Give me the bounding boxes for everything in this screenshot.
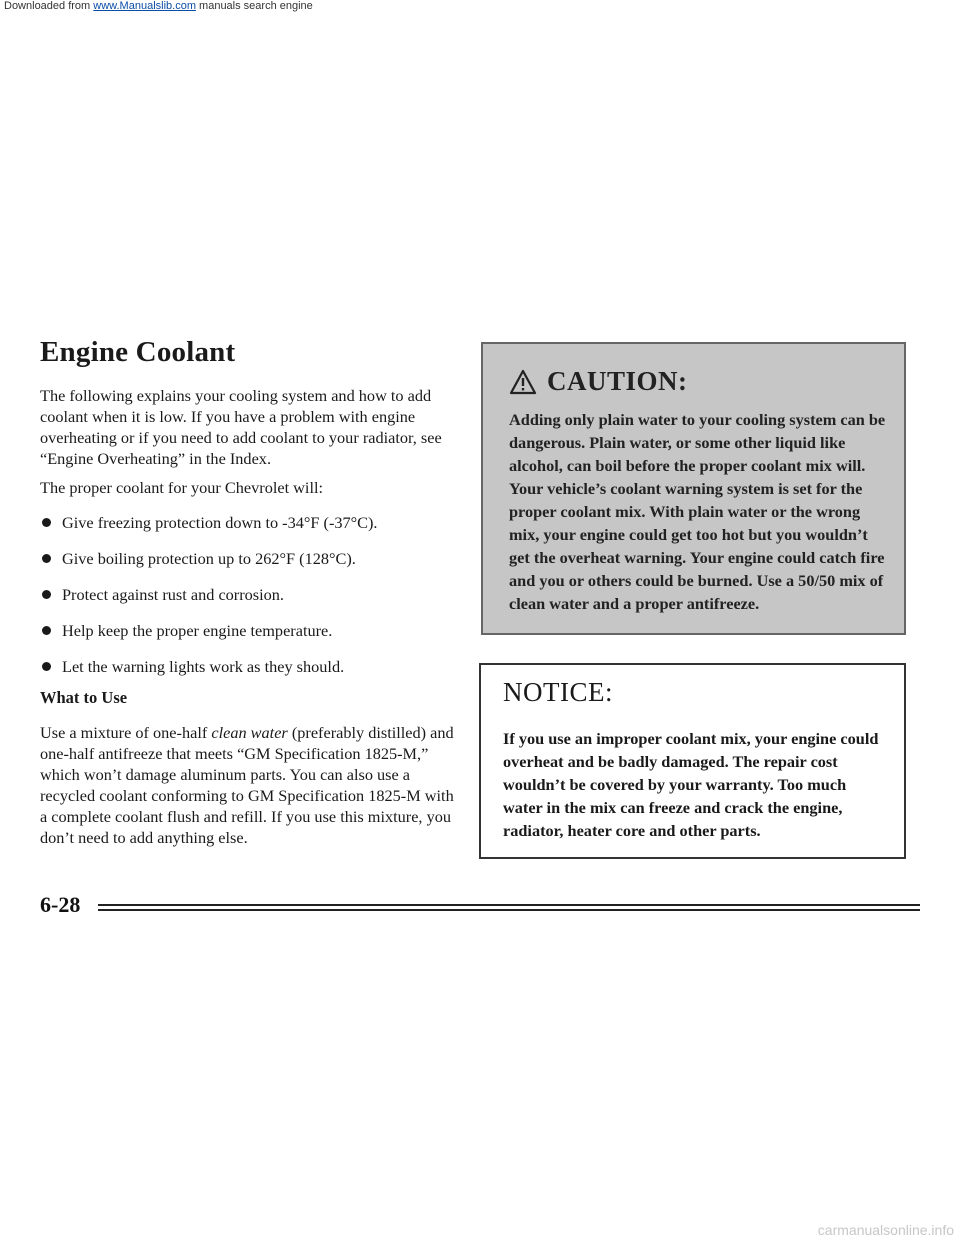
bullet-dot-icon	[42, 590, 51, 599]
bullet-dot-icon	[42, 626, 51, 635]
what-to-use-heading: What to Use	[40, 688, 128, 707]
bullet-dot-icon	[42, 518, 51, 527]
bullet-dot-icon	[42, 554, 51, 563]
manualslib-link[interactable]: www.Manualslib.com	[93, 0, 196, 12]
list-item	[40, 548, 458, 569]
notice-box	[479, 663, 906, 859]
list-item	[40, 512, 458, 533]
caution-text: Adding only plain water to your cooling system can be dangerous. Plain water, or some other liquid like alcohol, can boil before the proper coolant mix will. Your vehicle’s coolant warning system is set for the proper coolant mix. With plain water or the wrong mix, your engine could get too hot but you wouldn’t get the overheat warning. Your engine could catch fire and you or others could be burned. Use a 50/50 mix of clean water and a proper antifreeze.	[509, 410, 886, 613]
list-item-text: Help keep the proper engine temperature.	[62, 621, 333, 640]
left-column	[40, 336, 458, 848]
bullet-dot-icon	[42, 662, 51, 671]
list-item-text: Let the warning lights work as they should.	[62, 657, 345, 676]
section-title: Engine Coolant	[40, 336, 236, 368]
footer-rule	[98, 909, 920, 911]
what-to-use-paragraph	[40, 722, 458, 848]
use-text-emphasis: clean water	[211, 723, 288, 742]
caution-header	[509, 366, 688, 397]
notice-text: If you use an improper coolant mix, your engine could overheat and be badly damaged. The repair cost wouldn’t be covered by your warranty. Too much water in the mix can freeze and crack the engine, radiator, heater core and other parts.	[503, 729, 879, 840]
warning-triangle-icon	[509, 369, 537, 395]
list-item-text: Protect against rust and corrosion.	[62, 585, 285, 604]
use-text-start: Use a mixture of one-half	[40, 723, 212, 742]
footer-rule	[98, 904, 920, 906]
caution-heading: CAUTION:	[547, 366, 688, 396]
coolant-benefits-list	[40, 512, 458, 677]
watermark-suffix: manuals search engine	[195, 0, 313, 12]
list-item	[40, 620, 458, 641]
watermark-prefix: Downloaded from	[4, 0, 94, 12]
download-watermark	[4, 0, 313, 12]
list-item-text: Give boiling protection up to 262°F (128°C).	[62, 549, 356, 568]
caution-box	[481, 342, 906, 635]
notice-heading: NOTICE:	[503, 677, 613, 707]
list-item	[40, 656, 458, 677]
coolant-lead: The proper coolant for your Chevrolet will:	[40, 478, 324, 497]
site-watermark: carmanualsonline.info	[817, 1222, 954, 1238]
list-item	[40, 584, 458, 605]
intro-paragraph: The following explains your cooling system and how to add coolant when it is low. If you have a problem with engine overheating or if you need to add coolant to your radiator, see “Engine Overheating” in the Index.	[40, 386, 442, 468]
use-text-end: (preferably distilled) and one-half antifreeze that meets “GM Specification 1825-M,” which won’t damage aluminum parts. You can also use a recycled coolant conforming to GM Specification 1825-M with a complete coolant flush and refill. If you use this mixture, you don’t need to add anything else.	[40, 723, 454, 847]
page-number: 6-28	[40, 892, 81, 917]
list-item-text: Give freezing protection down to -34°F (-37°C).	[62, 513, 378, 532]
